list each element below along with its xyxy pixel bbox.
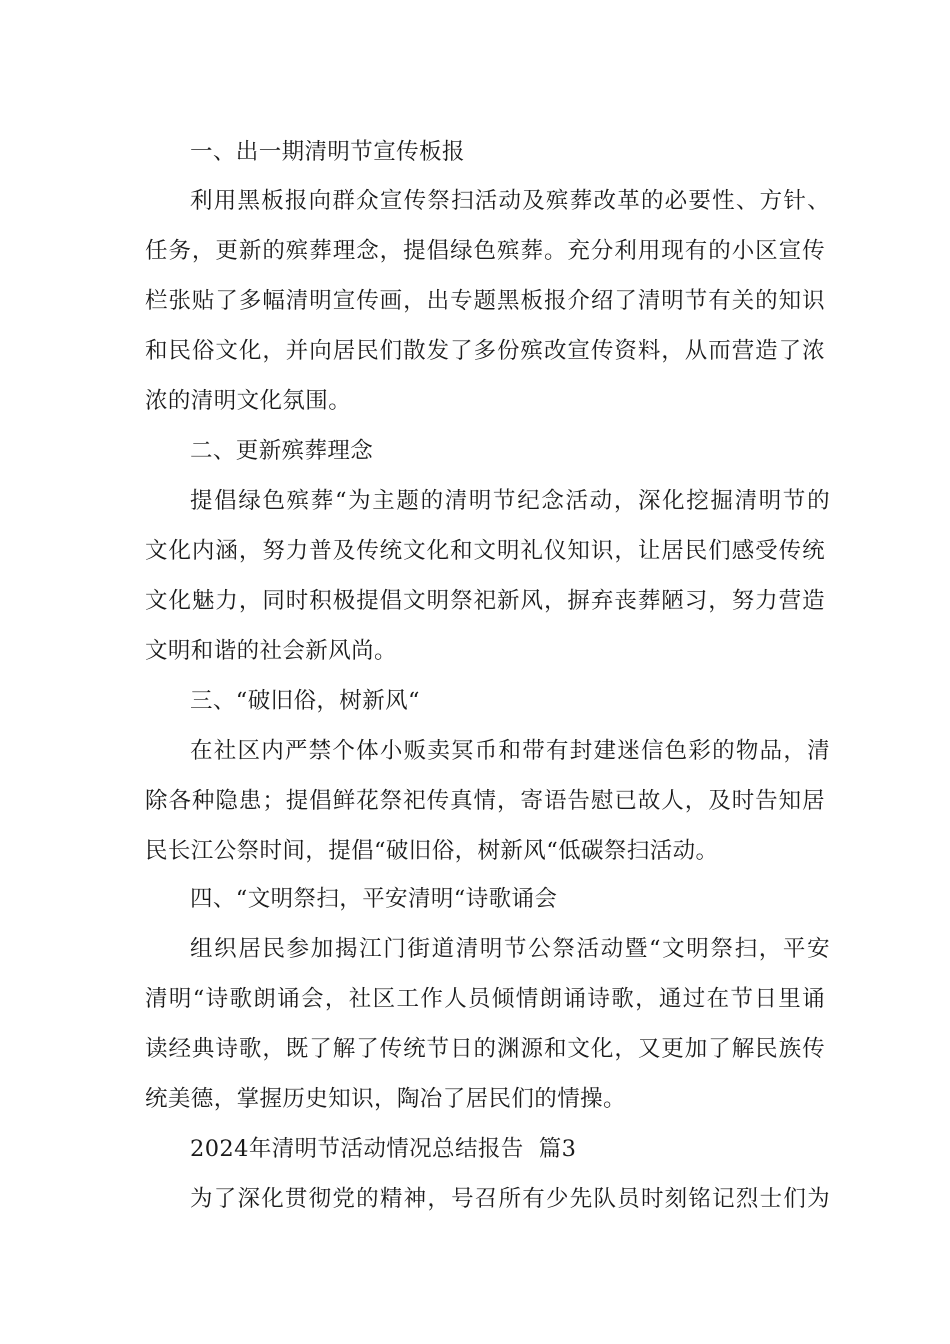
paragraph-line: 文明和谐的社会新风尚。 [145, 638, 397, 664]
heading-4: 四、“文明祭扫，平安清明“诗歌诵会 [190, 886, 558, 912]
paragraph-line: 统美德，掌握历史知识，陶冶了居民们的情操。 [145, 1086, 626, 1112]
paragraph-line: 民长江公祭时间，提倡“破旧俗，树新风“低碳祭扫活动。 [145, 838, 719, 864]
heading-2: 二、更新殡葬理念 [190, 438, 374, 464]
heading-3: 三、“破旧俗，树新风“ [190, 688, 420, 714]
paragraph-line: 在社区内严禁个体小贩卖冥币和带有封建迷信色彩的物品，清 [190, 738, 830, 764]
paragraph-line: 文化魅力，同时积极提倡文明祭祀新风，摒弃丧葬陋习，努力营造 [145, 588, 825, 614]
paragraph-line: 除各种隐患；提倡鲜花祭祀传真情，寄语告慰已故人，及时告知居 [145, 788, 825, 814]
paragraph-line: 浓的清明文化氛围。 [145, 388, 352, 414]
paragraph-line: 读经典诗歌，既了解了传统节日的渊源和文化，又更加了解民族传 [145, 1036, 825, 1062]
section-title: 2024年清明节活动情况总结报告 篇3 [190, 1136, 577, 1162]
paragraph-line: 利用黑板报向群众宣传祭扫活动及殡葬改革的必要性、方针、 [190, 188, 830, 214]
paragraph-line: 清明“诗歌朗诵会，社区工作人员倾情朗诵诗歌，通过在节日里诵 [145, 986, 825, 1012]
paragraph-line: 栏张贴了多幅清明宣传画，出专题黑板报介绍了清明节有关的知识 [145, 288, 825, 314]
paragraph-line: 为了深化贯彻党的精神，号召所有少先队员时刻铭记烈士们为 [190, 1186, 830, 1212]
paragraph-line: 和民俗文化，并向居民们散发了多份殡改宣传资料，从而营造了浓 [145, 338, 825, 364]
paragraph-line: 组织居民参加揭江门街道清明节公祭活动暨“文明祭扫，平安 [190, 936, 830, 962]
paragraph-line: 提倡绿色殡葬“为主题的清明节纪念活动，深化挖掘清明节的 [190, 488, 830, 514]
paragraph-line: 任务，更新的殡葬理念，提倡绿色殡葬。充分利用现有的小区宣传 [145, 238, 825, 264]
paragraph-line: 文化内涵，努力普及传统文化和文明礼仪知识，让居民们感受传统 [145, 538, 825, 564]
heading-1: 一、出一期清明节宣传板报 [190, 139, 465, 165]
